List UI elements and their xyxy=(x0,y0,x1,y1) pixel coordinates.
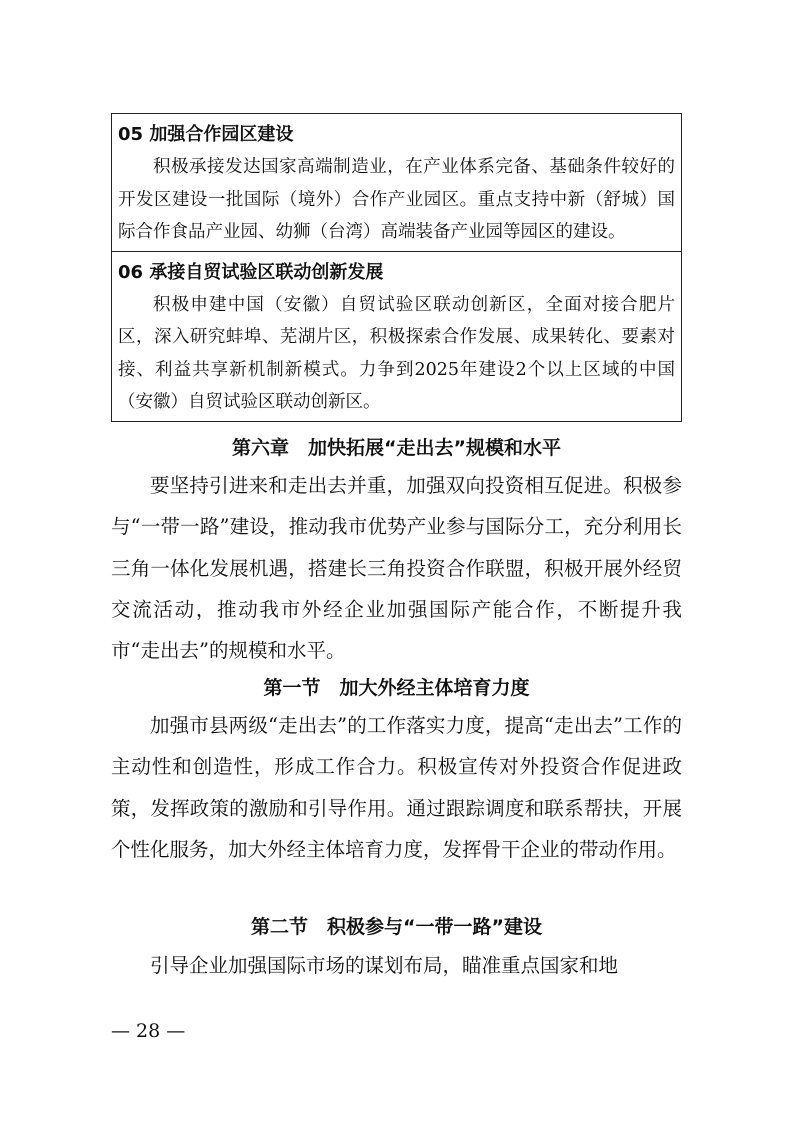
box-06-title: 06 承接自贸试验区联动创新发展 xyxy=(118,261,384,283)
section-1-title: 第一节 加大外经主体培育力度 xyxy=(263,677,530,699)
section-1-paragraph: 加强市县两级“走出去”的工作落实力度，提高“走出去”工作的主动性和创造性，形成工作合力。积极宣传对外投资合作促进政策，发挥政策的激励和引导作用。通过跟踪调度和联系帮扶，开展个性化服务，加大外经主体培育力度，发挥骨干企业的带动作用。 xyxy=(111,714,682,861)
box-05-body: 积极承接发达国家高端制造业，在产业体系完备、基础条件较好的开发区建设一批国际（境外）合作产业园区。重点支持中新（舒城）国际合作食品产业园、幼狮（台湾）高端装备产业园等园区的建设。 xyxy=(118,157,675,242)
highlight-boxes xyxy=(111,113,682,422)
box-05 xyxy=(112,114,681,251)
box-06-body: 积极申建中国（安徽）自贸试验区联动创新区，全面对接合肥片区，深入研究蚌埠、芜湖片区，积极探索合作发展、成果转化、要素对接、利益共享新机制新模式。力争到2025年建设2个以上区域的中国（安徽）自贸试验区联动创新区。 xyxy=(118,294,675,412)
section-2-title: 第二节 积极参与“一带一路”建设 xyxy=(251,916,542,938)
section-2-paragraph: 引导企业加强国际市场的谋划布局，瞄准重点国家和地 xyxy=(150,954,619,977)
box-06 xyxy=(112,251,681,421)
page-number: — 28 — xyxy=(111,1020,186,1042)
chapter-intro-paragraph: 要坚持引进来和走出去并重，加强双向投资相互促进。积极参与“一带一路”建设，推动我市优势产业参与国际分工，充分利用长三角一体化发展机遇，搭建长三角投资合作联盟，积极开展外经贸交流活动，推动我市外经企业加强国际产能合作，不断提升我市“走出去”的规模和水平。 xyxy=(111,474,682,663)
box-05-title: 05 加强合作园区建设 xyxy=(118,124,294,145)
chapter-title: 第六章 加快拓展“走出去”规模和水平 xyxy=(232,437,561,459)
